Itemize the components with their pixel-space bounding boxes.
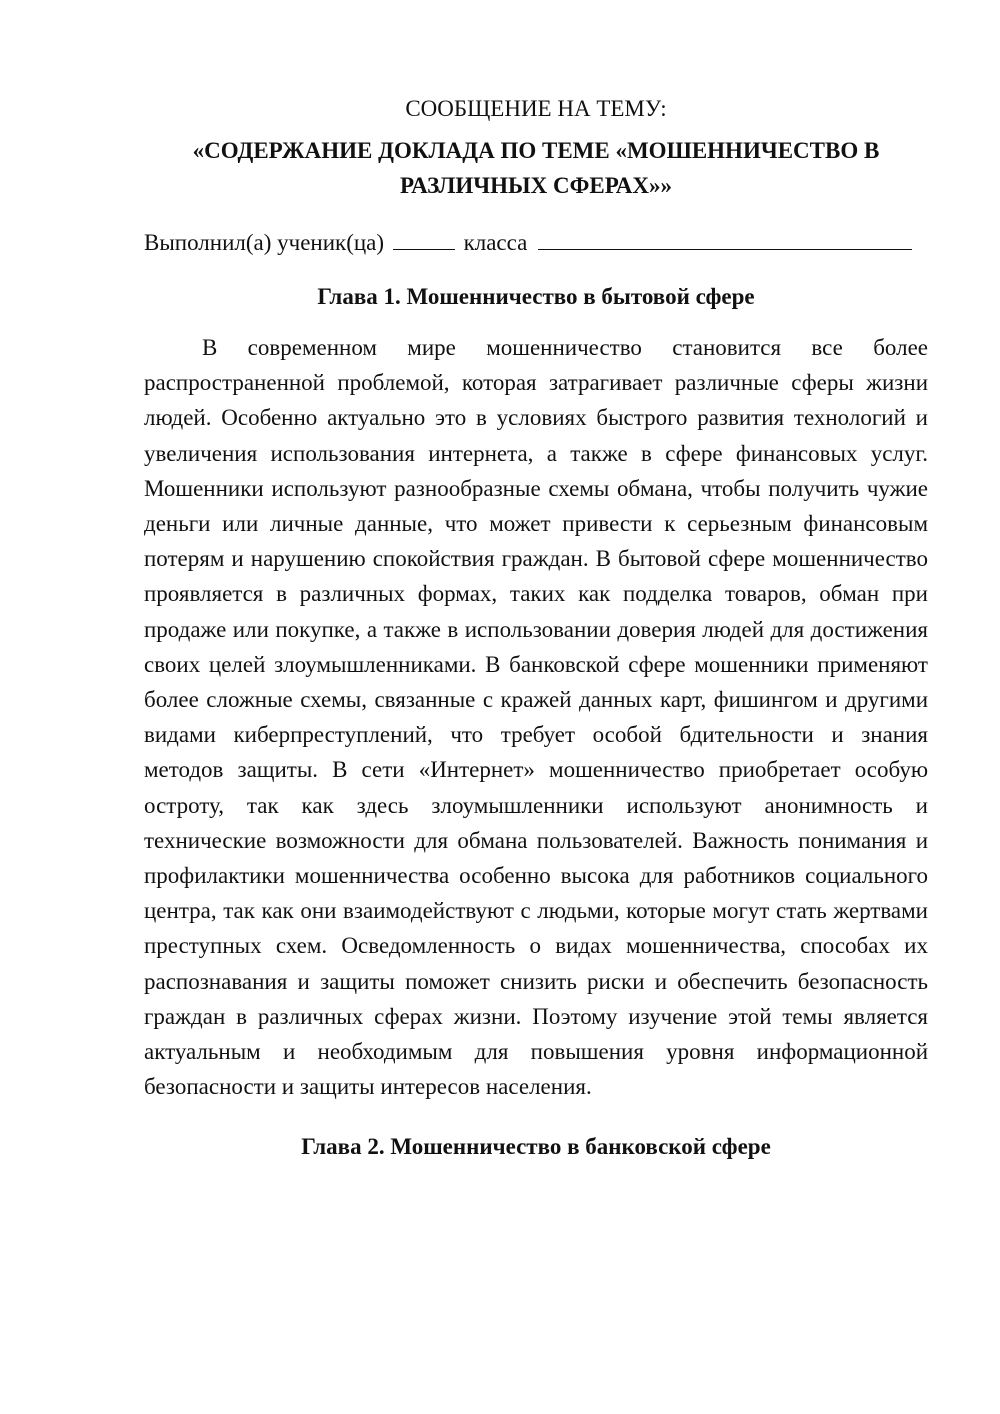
- class-blank: [393, 227, 455, 250]
- chapter-2-heading: Глава 2. Мошенничество в банковской сфере: [301, 1134, 771, 1160]
- chapter-1-paragraph: В современном мире мошенничество становится все более распространенной проблемой, которая затрагивает различные сферы жизни людей. Особенно актуально это в условиях быстрого развития технологий и увеличения использования интернета, а также в сфере финансовых услуг. Мошенники используют разнообразные схемы обмана, чтобы получить чужие деньги или личные данные, что может привести к серьезным финансовым потерям и нарушению спокойствия граждан. В бытовой сфере мошенничество проявляется в различных формах, таких как подделка товаров, обман при продаже или покупке, а также в использовании доверия людей для достижения своих целей злоумышленниками. В банковской сфере мошенники применяют более сложные схемы, связанные с кражей данных карт, фишингом и другими видами киберпреступлений, что требует особой бдительности и знания методов защиты. В сети «Интернет» мошенничество приобретает особую остроту, так как здесь злоумышленники используют анонимность и технические возможности для обмана пользователей. Важность понимания и профилактики мошенничества особенно высока для работников социального центра, так как они взаимодействуют с людьми, которые могут стать жертвами преступных схем. Осведомленность о видах мошенничества, способах их распознавания и защиты поможет снизить риски и обеспечить безопасность граждан в различных сферах жизни. Поэтому изучение этой темы является актуальным и необходимым для повышения уровня информационной безопасности и защиты интересов населения.: [144, 335, 928, 1100]
- author-prefix: Выполнил(а) ученик(ца): [144, 230, 385, 255]
- author-line: [144, 226, 928, 260]
- author-middle: класса: [463, 230, 528, 255]
- document-page: [144, 92, 928, 1164]
- document-title: «СОДЕРЖАНИЕ ДОКЛАДА ПО ТЕМЕ «МОШЕННИЧЕСТВО В РАЗЛИЧНЫХ СФЕРАХ»»: [192, 138, 880, 198]
- name-blank: [538, 227, 912, 250]
- document-header: СООБЩЕНИЕ НА ТЕМУ:: [405, 96, 667, 121]
- chapter-1-heading: Глава 1. Мошенничество в бытовой сфере: [317, 284, 755, 309]
